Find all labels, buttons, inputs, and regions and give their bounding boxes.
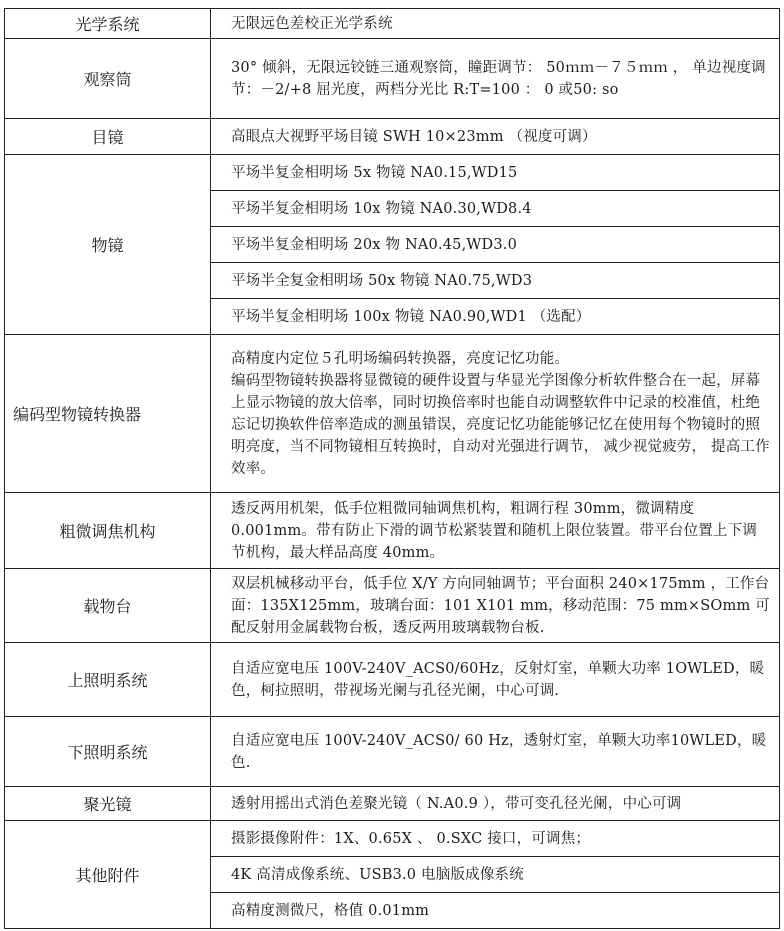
row-value: 摄影摄像附件：1X、0.65X 、 0.SXC 接口，可调焦； — [211, 821, 780, 857]
row-value: 自适应宽电压 100V-240V_ACS0/ 60 Hz，透射灯室，单颗大功率10WLED，暖色. — [211, 717, 780, 787]
row-value: 平场半复金相明场 100x 物镜 NA0.90,WD1 （选配） — [211, 299, 780, 335]
row-value: 平场半复金相明场 5x 物镜 NA0.15,WD15 — [211, 155, 780, 191]
row-label: 编码型物镜转换器 — [5, 335, 211, 493]
spec-table — [4, 8, 780, 929]
row-value: 30° 倾斜，无限远铰链三通观察筒，瞳距调节： 50ｍｍ－７５ｍｍ ， 单边视度调节：－2/+8 屈光度，两档分光比 R:T=100 ： 0 或50: so — [211, 39, 780, 119]
row-label: 粗微调焦机构 — [5, 493, 211, 569]
table-row — [5, 717, 780, 787]
table-row — [5, 787, 780, 821]
row-value: 透反两用机架，低手位粗微同轴调焦机构，粗调行程 30mm，微调精度 0.001mm。带有防止下滑的调节松紧装置和随机上限位装置。带平台位置上下调节机构，最大样品高度 40mm。 — [211, 493, 780, 569]
row-label: 聚光镜 — [5, 787, 211, 821]
row-label: 光学系统 — [5, 9, 211, 39]
row-label: 目镜 — [5, 119, 211, 155]
row-label: 上照明系统 — [5, 643, 211, 717]
paragraph: 编码型物镜转换器将显微镜的硬件设置与华显光学图像分析软件整合在一起，屏幕上显示物镜的放大倍率，同时切换倍率时也能自动调整软件中记录的校准值，杜绝忘记切换软件倍率造成的测虽错误，亮度记忆功能能够记忆在使用每个物镜时的照明亮度，当不同物镜相互转换时，自动对光强进行调节， 减少视觉疲劳， 提高工作效率。 — [231, 372, 770, 477]
row-label: 下照明系统 — [5, 717, 211, 787]
table-row — [5, 155, 780, 191]
row-value: 自适应宽电压 100V-240V_ACS0/60Hz，反射灯室，单颗大功率 1OWLED，暖色，柯拉照明，带视场光阑与孔径光阑，中心可调. — [211, 643, 780, 717]
table-row — [5, 493, 780, 569]
table-row — [5, 821, 780, 857]
row-value: 透射用摇出式消色差聚光镜（ N.A0.9 ），带可变孔径光阑，中心可调 — [211, 787, 780, 821]
row-label: 载物台 — [5, 569, 211, 643]
row-value: 平场半复金相明场 20x 物 NA0.45,WD3.0 — [211, 227, 780, 263]
row-label: 其他附件 — [5, 821, 211, 929]
row-label: 物镜 — [5, 155, 211, 335]
row-value: 平场半复金相明场 10x 物镜 NA0.30,WD8.4 — [211, 191, 780, 227]
table-row — [5, 119, 780, 155]
row-value: 4K 高清成像系统、USB3.0 电脑版成像系统 — [211, 857, 780, 893]
row-value: 高精度测微尺，格值 0.01mm — [211, 893, 780, 929]
row-value — [211, 335, 780, 493]
table-row — [5, 39, 780, 119]
row-value: 高眼点大视野平场目镜 SWH 10×23mm （视度可调） — [211, 119, 780, 155]
paragraph: 高精度内定位５孔明场编码转换器，亮度记忆功能。 — [231, 350, 570, 367]
row-value: 双层机械移动平台，低手位 X/Y 方向同轴调节；平台面积 240×175mm ，工作台面：135X125mm，玻璃台面：101 X101 mm，移动范围：75 mm×SOmm 可配反射用金属载物台板，透反两用玻璃载物台板. — [211, 569, 780, 643]
table-row — [5, 569, 780, 643]
table-row — [5, 643, 780, 717]
row-value: 平场半全复金相明场 50x 物镜 NA0.75,WD3 — [211, 263, 780, 299]
table-row — [5, 335, 780, 493]
row-value: 无限远色差校正光学系统 — [211, 9, 780, 39]
row-label: 观察筒 — [5, 39, 211, 119]
table-row — [5, 9, 780, 39]
